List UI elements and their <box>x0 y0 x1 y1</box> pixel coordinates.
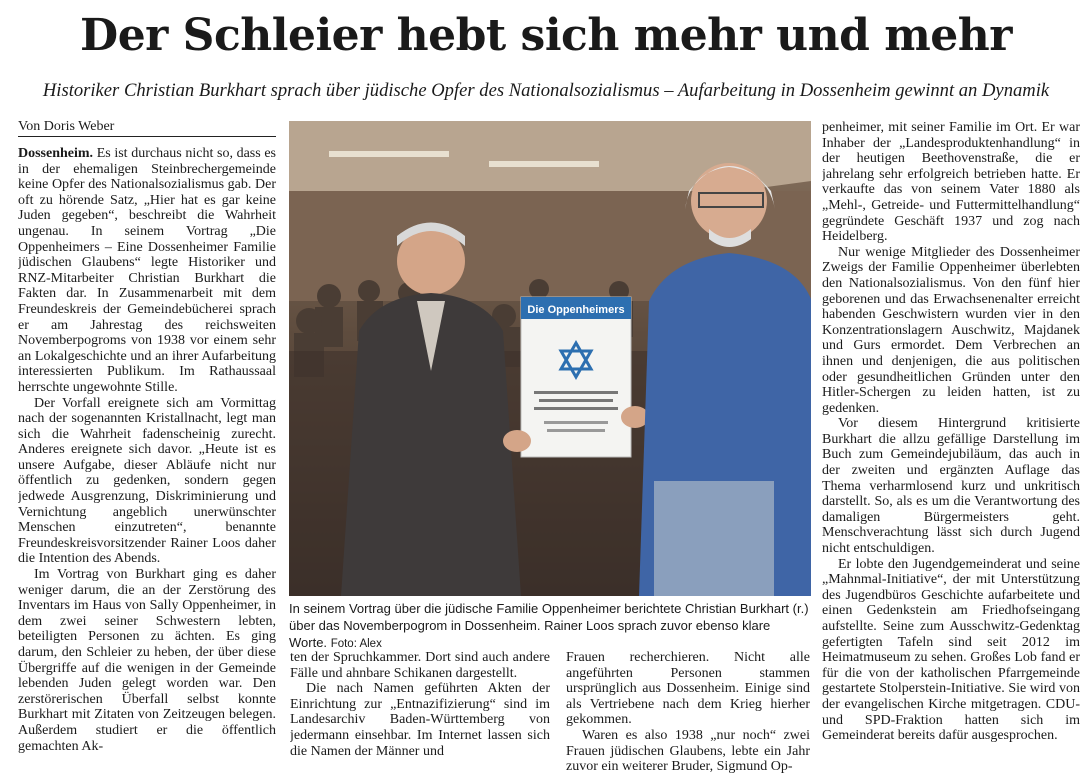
paragraph: Die nach Namen geführten Akten der Einrichtung zur „Entnazifizierung“ sind im Landesarchiv Baden-Württemberg von jedermann einsehbar. Im Internet lassen sich die Namen der Männer und <box>290 681 550 759</box>
paragraph: Nur wenige Mitglieder des Dossenheimer Zweigs der Familie Oppenheimer überlebten den Nationalsozialismus. Von den fünf hier geborenen und das Erwachsenenalter erreicht habenden Geschwistern wurden vier in den Konzentrationslagern Auschwitz, Majdanek und Gurs ermordet. Dem Verbrechen an ihnen und denjenigen, die aus politischen oder gesundheitlichen Gründen unter den Hitler-Schergen zu leiden hatten, ist zu gedenken. <box>822 244 1080 416</box>
caption-text: In seinem Vortrag über die jüdische Familie Oppenheimer berichtete Christian Burkhart (r.) über das Novemberpogrom in Dossenheim. Rainer Loos sprach zuvor ebenso klare Worte. <box>289 601 809 650</box>
subheadline: Historiker Christian Burkhart sprach über jüdische Opfer des Nationalsozialismus – Aufarbeitung in Dossenheim gewinnt an Dynamik <box>42 80 1050 101</box>
photo-caption <box>289 600 811 650</box>
poster <box>521 297 631 457</box>
paragraph: Waren es also 1938 „nur noch“ zwei Frauen jüdischen Glaubens, lebte ein Jahr zuvor ein weiterer Bruder, Sigmund Op- <box>566 727 810 775</box>
headline: Der Schleier hebt sich mehr und mehr <box>80 10 1012 61</box>
paragraph: Er lobte den Jugendgemeinderat und seine „Mahnmal-Initiative“, der mit Unterstützung des Jugendbüros Geschichte aufarbeitete und einen Gedenkstein am Friedhofseingang aufstellte. Seine zum Ausschwitz-Gedenktag gefertigten Tafeln sind seit 2012 im Heimatmuseum zu sehen. Großes Lob fand er für die von der katholischen Pfarrgemeinde gestartete Stolperstein-Initiative. Sie wird von der evangelischen Kirche mitgetragen. CDU- und SPD-Fraktion hatten sich im Gemeinderat bereits dafür ausgesprochen. <box>822 556 1080 744</box>
paragraph: Frauen recherchieren. Nicht alle angeführten Personen stammen ursprünglich aus Dossenheim. Einige sind als Vertriebene nach dem Krieg hierher gekommen. <box>566 650 810 728</box>
byline: Von Doris Weber <box>18 119 276 137</box>
article-photo <box>289 121 811 596</box>
paragraph: ten der Spruchkammer. Dort sind auch andere Fälle und ahnbare Schikanen dargestellt. <box>290 650 550 681</box>
article-column-4 <box>822 120 1080 782</box>
article-column-3 <box>566 650 810 782</box>
paragraph: Vor diesem Hintergrund kritisierte Burkhart die allzu gefällige Darstellung im Buch zum Gemeindejubiläum, das auch in der zweiten und ergänzten Auflage das Thema verharmlosend kurz und unkritisch darstellt. So, als es um die Verantwortung des damaligen Bürgermeisters geht. Menschverachtung lässt sich durch Jugend nicht entschuldigen. <box>822 416 1080 557</box>
paragraph: Im Vortrag von Burkhart ging es daher weniger darum, die an der Zerstörung des Inventars im Haus von Sally Oppenheimer, in dem zwei seiner Schwestern lebten, beteiligten Personen zu ächten. Es ging darum, den Schleier zu heben, der über diese Übergriffe auf die wenigen in der Gemeinde lebenden Juden gelegt worden war. Den zerstörerischen Überfall selbst konnte Burkhart mit Zitaten von Zeitzeugen belegen. Außerdem studiert er die öffentlich gemachten Ak- <box>18 567 276 754</box>
article-column-1 <box>18 146 276 780</box>
poster-title: Die Oppenheimers <box>527 304 625 316</box>
article-column-2 <box>290 650 550 782</box>
paragraph: Der Vorfall ereignete sich am Vormittag nach der sogenannten Kristallnacht, legt man sich die Wahrheit fadenscheinig zurecht. Anderes ereignete sich davor. „Heute ist es unsere Aufgabe, dieser Abläufe nicht nur öffentlich zu gedenken, sondern gegen jedwede Ausgrenzung, Diskriminierung und Vernichtung angeblich unerwünschter Menschen einzutreten“, benannte Freundeskreisvorsitzender Rainer Loos daher die Intention des Abends. <box>18 395 276 567</box>
dateline: Dossenheim. <box>18 146 94 161</box>
paragraph-text: Es ist durchaus nicht so, dass es in der ehemaligen Steinbrechergemeinde keine Opfer des Nationalsozialismus gab. Der oft zu hörende Satz, „Hier hat es gar keine Juden gegeben“, beschreibt die Wahrheit ungenau. In seinem Vortrag „Die Oppenheimers – Eine Dossenheimer Familie jüdischen Glaubens“ legte Historiker und RNZ-Mitarbeiter Christian Burkhart die Fakten dar. In Zusammenarbeit mit dem Freundeskreis der Gemeindebücherei sprach er am Jahrestag des reichsweiten Novemberpogroms von 1938 vor einem sehr an Lokalgeschichte und an ihrer Aufarbeitung interessierten Publikum. Im Rathaussaal herrschte ungewohnte Stille. <box>18 146 276 395</box>
paragraph <box>18 146 276 396</box>
paragraph: penheimer, mit seiner Familie im Ort. Er war Inhaber der „Landesproduktenhandlung“ in der heutigen Beethovenstraße, die er jahrelang sehr erfolgreich betrieben hatte. Er verkaufte das von seinem Vater 1880 als „Mehl-, Getreide- und Futtermittelhandlung“ gegründete Geschäft 1937 und zog nach Heidelberg. <box>822 120 1080 245</box>
photo-credit: Foto: Alex <box>330 638 382 650</box>
